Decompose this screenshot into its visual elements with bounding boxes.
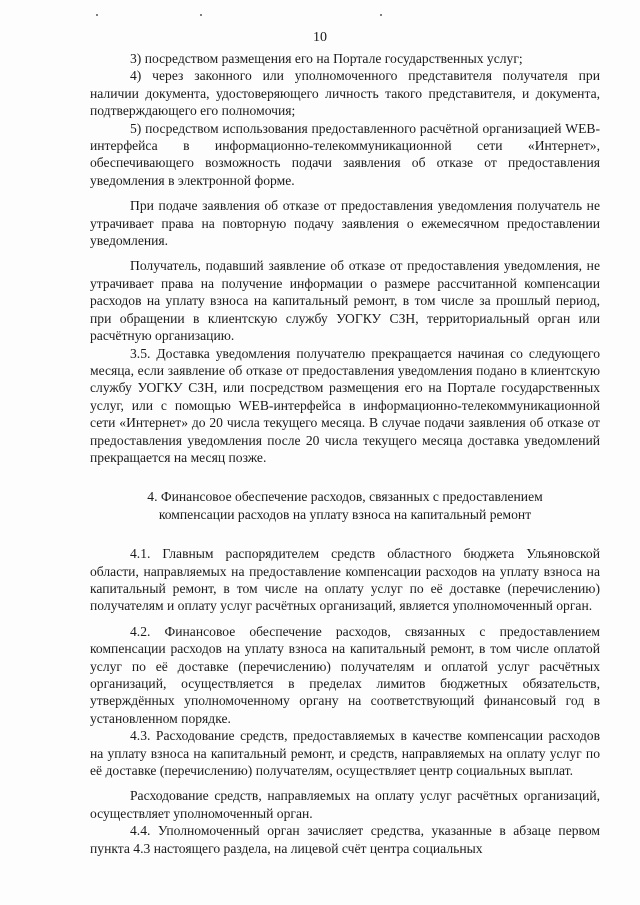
paragraph-refusal: При подаче заявления об отказе от предоставления уведомления получатель не утрачивает права на повторную подачу заявления о ежемесячном предоставлении уведомления. (90, 198, 600, 249)
paragraph-4-4: 4.4. Уполномоченный орган зачисляет средства, указанные в абзаце первом пункта 4.3 настоящего раздела, на лицевой счёт центра социальных (90, 823, 600, 856)
paragraph-recipient: Получатель, подавший заявление об отказе от предоставления уведомления, не утрачивает права на получение информации о размере рассчитанной компенсации расходов на уплату взноса на капитальный ремонт, в том числе за прошлый период, при обращении в клиентскую службу УОГКУ СЗН, территориальный орган или расчётную организацию. (90, 258, 600, 344)
paragraph-4-3: 4.3. Расходование средств, предоставляемых в качестве компенсации расходов на уплату взноса на капитальный ремонт, и средств, направляемых на оплату услуг по её доставке (перечислению) получателям, осуществляет центр социальных выплат. (90, 728, 600, 779)
scan-speck (96, 14, 98, 16)
paragraph-4-1: 4.1. Главным распорядителем средств областного бюджета Ульяновской области, направляемых на предоставление компенсации расходов на уплату взноса на капитальный ремонт, в том числе на оплату услуг по её доставке (перечислению) получателям и оплату услуг расчётных организаций, является уполномоченный орган. (90, 546, 600, 614)
document-body (90, 50, 600, 857)
paragraph-3-5: 3.5. Доставка уведомления получателю прекращается начиная со следующего месяца, если заявление об отказе от предоставления уведомления подано в клиентскую службу УОГКУ СЗН, или посредством размещения его на Портале государственных услуг, или с помощью WEB-интерфейса в информационно-телекоммуникационной сети «Интернет» до 20 числа текущего месяца. В случае подачи заявления об отказе от предоставления уведомления после 20 числа текущего месяца доставка уведомлений прекращается на месяц позже. (90, 345, 600, 465)
paragraph-4-2: 4.2. Финансовое обеспечение расходов, связанных с предоставлением компенсации расходов на уплату взноса на капитальный ремонт, в том числе оплатой услуг по её доставке (перечислению) получателям и оплатой услуг расчётных организаций, осуществляется в пределах лимитов бюджетных обязательств, утверждённых уполномоченному органу на соответствующий финансовый год в установленном порядке. (90, 623, 600, 726)
section-heading-line1: 4. Финансовое обеспечение расходов, связанных с предоставлением (147, 489, 543, 505)
scan-speck (200, 14, 202, 16)
page-number: 10 (313, 30, 327, 45)
paragraph-item-5: 5) посредством использования предоставленного расчётной организацией WEB-интерфейса в информационно-телекоммуникационной сети «Интернет», обеспечивающего возможность подачи заявления об отказе от предоставления уведомления в электронной форме. (90, 120, 600, 188)
paragraph-item-4: 4) через законного или уполномоченного представителя получателя при наличии документа, удостоверяющего личность такого представителя, и документа, подтверждающего его полномочия; (90, 68, 600, 119)
paragraph-4-3-second: Расходование средств, направляемых на оплату услуг расчётных организаций, осуществляет уполномоченный орган. (90, 788, 600, 821)
section-heading (90, 488, 600, 523)
scan-speck (380, 14, 382, 16)
paragraph-item-3: 3) посредством размещения его на Портале государственных услуг; (130, 51, 523, 66)
section-heading-line2: компенсации расходов на уплату взноса на капитальный ремонт (158, 506, 532, 522)
